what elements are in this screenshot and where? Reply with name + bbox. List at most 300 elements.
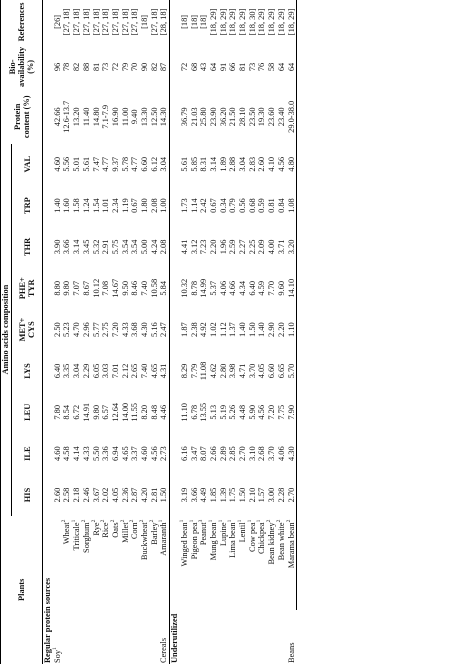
value-cell: 73 bbox=[247, 62, 257, 72]
section-label-underutilized: Underutilized bbox=[170, 0, 180, 664]
plant-name bbox=[190, 516, 200, 611]
plant-footnote-mark: 1 bbox=[227, 519, 234, 523]
value-cell: 2.90 bbox=[267, 322, 277, 337]
value-cell: [27, 18] bbox=[72, 8, 82, 36]
table-body bbox=[43, 0, 297, 664]
plant-name-text: Rye bbox=[91, 522, 101, 536]
value-cell: 4.92 bbox=[199, 322, 209, 337]
value-cell: 4.65 bbox=[120, 446, 130, 461]
value-cell: 3.37 bbox=[130, 446, 140, 461]
value-cell: 36.20 bbox=[218, 107, 228, 127]
value-cell: 0.34 bbox=[218, 198, 228, 213]
value-cell: 4.77 bbox=[130, 156, 140, 172]
table-row bbox=[199, 0, 209, 664]
value-cell: 42.66 bbox=[52, 107, 62, 127]
value-cell: 1.89 bbox=[218, 156, 228, 172]
value-cell: 7.75 bbox=[276, 404, 286, 420]
value-cell: 2.08 bbox=[159, 239, 169, 255]
plant-name bbox=[130, 516, 140, 611]
plant-name-text: Cow pea bbox=[247, 522, 257, 552]
value-cell: 14.30 bbox=[159, 107, 169, 127]
value-cell: 14.00 bbox=[120, 402, 130, 422]
table-row bbox=[72, 0, 82, 664]
value-cell: 10.12 bbox=[91, 278, 101, 298]
value-cell: 4.62 bbox=[208, 363, 218, 379]
plant-name-text: Winged bean bbox=[179, 522, 189, 567]
value-cell: 6.94 bbox=[110, 446, 120, 461]
value-cell: 1.58 bbox=[72, 198, 82, 213]
value-cell: [27, 18] bbox=[62, 8, 72, 36]
value-cell: 1.40 bbox=[257, 322, 267, 337]
plant-name-text: Amaranth bbox=[159, 522, 169, 556]
value-cell: 4.65 bbox=[149, 363, 159, 379]
value-cell: 1.40 bbox=[238, 322, 248, 337]
plant-name bbox=[257, 516, 267, 611]
plant-name-text: Corn bbox=[130, 522, 140, 540]
value-cell: 0.56 bbox=[238, 198, 248, 213]
value-cell: 1.00 bbox=[159, 198, 169, 213]
value-cell: 1.85 bbox=[208, 487, 218, 503]
value-cell: 9.80 bbox=[62, 280, 72, 296]
value-cell: [18, 29] bbox=[267, 8, 277, 36]
value-cell: 4.31 bbox=[159, 363, 169, 379]
plant-footnote-mark: 2 bbox=[119, 519, 126, 523]
value-cell: 0.67 bbox=[130, 198, 140, 213]
table-row bbox=[121, 0, 131, 664]
value-cell: 5.50 bbox=[91, 446, 101, 461]
table-row bbox=[190, 0, 200, 664]
table-row bbox=[92, 0, 102, 664]
value-cell: 23.60 bbox=[267, 107, 277, 127]
value-cell: [18] bbox=[140, 14, 150, 29]
value-cell: 4.33 bbox=[81, 446, 91, 461]
value-cell: 87 bbox=[159, 62, 169, 72]
plant-footnote-mark: 2 bbox=[266, 519, 273, 523]
value-cell: 3.98 bbox=[228, 363, 238, 379]
value-cell: 4.06 bbox=[276, 446, 286, 461]
plant-footnote-mark: 2 bbox=[285, 519, 292, 523]
amino-acid-header: LYS bbox=[12, 350, 43, 391]
plant-footnote-mark: 1 bbox=[179, 519, 186, 523]
value-cell: 4.41 bbox=[179, 239, 189, 255]
value-cell: 2.09 bbox=[257, 239, 267, 255]
value-cell: 19.30 bbox=[257, 107, 267, 127]
value-cell: 2.10 bbox=[247, 487, 257, 503]
value-cell: 68 bbox=[189, 62, 199, 72]
value-cell: 82 bbox=[72, 62, 82, 72]
value-cell: 4.46 bbox=[159, 404, 169, 420]
value-cell: 2.46 bbox=[81, 487, 91, 503]
value-cell: 4.80 bbox=[287, 144, 297, 185]
value-cell: 9.80 bbox=[91, 404, 101, 420]
plant-name bbox=[62, 516, 72, 611]
value-cell: 4.14 bbox=[72, 446, 82, 461]
value-cell: 1.50 bbox=[159, 487, 169, 503]
value-cell: 4.60 bbox=[52, 156, 62, 172]
value-cell: [28, 18] bbox=[159, 8, 169, 36]
plant-name bbox=[111, 516, 121, 611]
plant-name-text: Buckwheat bbox=[140, 522, 150, 561]
value-cell: 2.25 bbox=[247, 239, 257, 255]
plant-name-text: Bean kidney bbox=[267, 522, 277, 565]
value-cell: 0.84 bbox=[276, 198, 286, 213]
value-cell: 0.67 bbox=[208, 198, 218, 213]
plant-footnote-mark: 1 bbox=[158, 519, 165, 523]
value-cell: 0.59 bbox=[257, 198, 267, 213]
value-cell: 5.19 bbox=[218, 404, 228, 420]
value-cell: 4.30 bbox=[140, 322, 150, 337]
value-cell: 6.60 bbox=[140, 156, 150, 172]
value-cell: 4.58 bbox=[62, 446, 72, 461]
plant-name-text: Barley bbox=[149, 522, 159, 545]
table-row bbox=[287, 0, 297, 664]
plant-name bbox=[238, 516, 248, 611]
plant-footnote-mark: 2 bbox=[148, 519, 155, 523]
plant-name bbox=[277, 516, 287, 611]
plant-footnote-mark: 2 bbox=[110, 519, 117, 523]
value-cell: 0.68 bbox=[247, 198, 257, 213]
plant-name-text: Lentil bbox=[238, 522, 248, 543]
plant-name bbox=[199, 516, 209, 611]
value-cell: [18, 29] bbox=[287, 0, 297, 44]
plant-name bbox=[72, 516, 82, 611]
table-row bbox=[140, 0, 150, 664]
value-cell: [18, 29] bbox=[238, 8, 248, 36]
value-cell: 7.80 bbox=[52, 404, 62, 420]
value-cell: 1.01 bbox=[101, 198, 111, 213]
value-cell: 8.46 bbox=[130, 280, 140, 296]
plant-footnote-mark: 2 bbox=[81, 519, 88, 523]
value-cell: 8.54 bbox=[62, 404, 72, 420]
plant-name-text: Wheat bbox=[62, 522, 72, 545]
plant-footnote-mark: 2 bbox=[61, 519, 68, 523]
plant-name-text: Millet bbox=[120, 522, 130, 543]
value-cell: [27, 18] bbox=[110, 8, 120, 36]
value-cell: 7.20 bbox=[110, 322, 120, 337]
value-cell: 14.91 bbox=[81, 402, 91, 422]
amino-acid-header: PHE+ TYR bbox=[12, 268, 43, 309]
value-cell: 11.08 bbox=[199, 361, 209, 381]
plant-footnote-mark: 2 bbox=[276, 519, 283, 523]
value-cell: 2.58 bbox=[62, 487, 72, 503]
value-cell: 8.80 bbox=[52, 280, 62, 296]
value-cell: 5.37 bbox=[208, 280, 218, 296]
value-cell: 2.89 bbox=[218, 446, 228, 461]
value-cell: 4.56 bbox=[149, 446, 159, 461]
plants-header: Plants bbox=[1, 516, 43, 664]
value-cell: 13.55 bbox=[199, 402, 209, 422]
value-cell: [18, 29] bbox=[218, 8, 228, 36]
table-row bbox=[130, 0, 140, 664]
plant-name-text: Lupine bbox=[218, 522, 228, 547]
soy-footnote-mark: 1 bbox=[51, 647, 58, 650]
value-cell: 5.84 bbox=[159, 280, 169, 296]
value-cell: 5.77 bbox=[91, 322, 101, 337]
plant-footnote-mark: 2 bbox=[139, 519, 146, 523]
value-cell: [18, 29] bbox=[276, 8, 286, 36]
value-cell: [27, 18] bbox=[91, 8, 101, 36]
value-cell: 3.68 bbox=[130, 322, 140, 337]
value-cell: 3.47 bbox=[189, 446, 199, 461]
plant-footnote-mark: 1 bbox=[217, 519, 224, 523]
table-row bbox=[150, 0, 160, 664]
value-cell: 3.45 bbox=[81, 239, 91, 255]
table-row bbox=[209, 0, 219, 664]
plant-name-text: Sorghum bbox=[81, 522, 91, 553]
value-cell: 1.24 bbox=[81, 198, 91, 213]
amino-acids-group-header: Amino acids composition bbox=[1, 144, 12, 516]
value-cell: 72 bbox=[110, 62, 120, 72]
value-cell: 7.90 bbox=[287, 392, 297, 433]
amino-acid-header: THR bbox=[12, 226, 43, 267]
value-cell: 88 bbox=[81, 62, 91, 72]
value-cell: 82 bbox=[149, 62, 159, 72]
value-cell: 12.64 bbox=[110, 402, 120, 422]
value-cell: 1.57 bbox=[257, 487, 267, 503]
value-cell: 3.00 bbox=[267, 487, 277, 503]
plant-footnote-mark: 2 bbox=[129, 519, 136, 523]
value-cell: 3.54 bbox=[120, 239, 130, 255]
protein-content-header: Protein content (%) bbox=[1, 90, 43, 144]
value-cell: [18] bbox=[189, 14, 199, 29]
plant-name-text: Rice bbox=[101, 522, 111, 538]
value-cell: 4.05 bbox=[257, 363, 267, 379]
section-row-regular bbox=[43, 0, 53, 664]
value-cell: 23.40 bbox=[276, 107, 286, 127]
value-cell: 8.78 bbox=[189, 280, 199, 296]
value-cell: 2.50 bbox=[52, 322, 62, 337]
value-cell: 72 bbox=[179, 62, 189, 72]
value-cell: 2.70 bbox=[238, 446, 248, 461]
value-cell: 11.40 bbox=[81, 107, 91, 127]
value-cell: 1.37 bbox=[228, 322, 238, 337]
group-label-beans: Beans bbox=[287, 642, 297, 663]
plant-name bbox=[150, 516, 160, 611]
value-cell: 6.57 bbox=[101, 404, 111, 420]
value-cell: 7.79 bbox=[189, 363, 199, 379]
table-row bbox=[267, 0, 277, 664]
value-cell: 21.03 bbox=[189, 107, 199, 127]
value-cell: 2.83 bbox=[247, 156, 257, 172]
value-cell: 11.10 bbox=[179, 403, 189, 422]
plant-name bbox=[287, 516, 297, 611]
value-cell: [26] bbox=[52, 14, 62, 29]
value-cell: 1.02 bbox=[208, 322, 218, 337]
value-cell: 4.56 bbox=[257, 404, 267, 420]
value-cell: 5.56 bbox=[62, 156, 72, 172]
value-cell: 2.29 bbox=[81, 363, 91, 379]
value-cell: 2.34 bbox=[110, 198, 120, 213]
value-cell: 90 bbox=[140, 62, 150, 72]
value-cell: 7.01 bbox=[110, 363, 120, 379]
value-cell: 2.68 bbox=[257, 446, 267, 461]
value-cell: 3.14 bbox=[72, 239, 82, 255]
value-cell: 2.96 bbox=[81, 322, 91, 337]
value-cell: 2.70 bbox=[287, 474, 297, 515]
value-cell: 6.40 bbox=[52, 363, 62, 379]
value-cell: 4.20 bbox=[140, 487, 150, 503]
value-cell: 5.78 bbox=[120, 156, 130, 172]
value-cell: 3.66 bbox=[62, 239, 72, 255]
value-cell: 2.36 bbox=[120, 487, 130, 503]
value-cell: 36.79 bbox=[179, 107, 189, 127]
plant-footnote-mark: 3 bbox=[198, 519, 205, 523]
value-cell: 78 bbox=[62, 62, 72, 72]
group-label-cereals: Cereals bbox=[159, 637, 169, 663]
amino-acid-header: ILE bbox=[12, 433, 43, 474]
value-cell: 3.71 bbox=[276, 239, 286, 255]
references-header: References bbox=[1, 0, 43, 44]
value-cell: 14.10 bbox=[287, 268, 297, 309]
value-cell: [27, 18] bbox=[101, 8, 111, 36]
value-cell: 1.40 bbox=[52, 198, 62, 213]
value-cell: 5.85 bbox=[189, 156, 199, 172]
value-cell: 28.10 bbox=[238, 107, 248, 127]
value-cell: 2.73 bbox=[159, 446, 169, 461]
value-cell: 0.81 bbox=[267, 198, 277, 213]
plant-name bbox=[121, 516, 131, 611]
value-cell: 1.75 bbox=[228, 487, 238, 503]
plant-name bbox=[209, 516, 219, 611]
value-cell: 5.90 bbox=[247, 404, 257, 420]
value-cell: 5.61 bbox=[81, 156, 91, 172]
value-cell: 3.66 bbox=[189, 487, 199, 503]
value-cell: 4.66 bbox=[228, 280, 238, 296]
value-cell: 2.27 bbox=[238, 239, 248, 255]
value-cell: 2.38 bbox=[189, 322, 199, 337]
value-cell: 8.67 bbox=[81, 280, 91, 296]
value-cell: 1.14 bbox=[189, 198, 199, 213]
plant-name bbox=[219, 516, 229, 611]
value-cell: 6.65 bbox=[276, 363, 286, 379]
plant-name bbox=[92, 516, 102, 611]
plant-name-text: Lima bean bbox=[228, 522, 238, 558]
value-cell: 6.40 bbox=[247, 280, 257, 296]
value-cell: 3.20 bbox=[287, 226, 297, 267]
value-cell: 6.72 bbox=[72, 404, 82, 420]
value-cell: 64 bbox=[276, 62, 286, 72]
value-cell: 96 bbox=[52, 62, 62, 72]
soy-name bbox=[53, 516, 63, 664]
value-cell: 4.24 bbox=[149, 239, 159, 255]
table-row bbox=[82, 0, 92, 664]
plant-footnote-mark: 2 bbox=[100, 519, 107, 523]
value-cell: 2.18 bbox=[72, 487, 82, 503]
value-cell: 73 bbox=[101, 62, 111, 72]
value-cell: 7.1-7.9 bbox=[101, 104, 111, 129]
value-cell: 70 bbox=[130, 62, 140, 72]
value-cell: [18, 29] bbox=[257, 8, 267, 36]
plant-footnote-mark: 1 bbox=[188, 519, 195, 523]
value-cell: 10.58 bbox=[149, 278, 159, 298]
plant-name-text: Oats bbox=[110, 522, 120, 538]
value-cell: 3.14 bbox=[208, 156, 218, 172]
plant-name-text: Triticale bbox=[72, 522, 82, 551]
value-cell: 8.48 bbox=[149, 404, 159, 420]
value-cell: 1.87 bbox=[179, 322, 189, 337]
value-cell: 4.05 bbox=[110, 487, 120, 503]
value-cell: 23.90 bbox=[208, 107, 218, 127]
table-row bbox=[228, 0, 238, 664]
value-cell: 2.65 bbox=[130, 363, 140, 379]
value-cell: 29.0-38.0 bbox=[287, 90, 297, 144]
section-row-underutilized bbox=[170, 0, 180, 664]
value-cell: 2.02 bbox=[101, 487, 111, 503]
value-cell: 91 bbox=[218, 62, 228, 72]
value-cell: 6.05 bbox=[91, 363, 101, 379]
plant-name-text: Marama bean bbox=[286, 522, 296, 569]
value-cell: 11.55 bbox=[130, 403, 140, 422]
value-cell: 5.00 bbox=[140, 239, 150, 255]
value-cell: 4.49 bbox=[199, 487, 209, 503]
table-row bbox=[238, 0, 248, 664]
value-cell: 1.54 bbox=[91, 198, 101, 213]
value-cell: 3.04 bbox=[72, 363, 82, 379]
amino-acid-header: VAL bbox=[12, 144, 43, 185]
value-cell: 2.28 bbox=[276, 487, 286, 503]
value-cell: 3.36 bbox=[101, 446, 111, 461]
value-cell: 4.34 bbox=[238, 280, 248, 296]
value-cell: 2.80 bbox=[218, 363, 228, 379]
value-cell: [18, 29] bbox=[208, 8, 218, 36]
plant-name bbox=[140, 516, 150, 611]
value-cell: 1.10 bbox=[287, 309, 297, 350]
value-cell: 2.42 bbox=[199, 198, 209, 213]
value-cell: 2.81 bbox=[149, 487, 159, 503]
plant-name bbox=[248, 516, 258, 611]
value-cell: [18, 29] bbox=[228, 8, 238, 36]
bioavailability-header: Bio- availability (%) bbox=[1, 44, 43, 90]
amino-acid-header: TRP bbox=[12, 185, 43, 226]
value-cell: [27, 18] bbox=[81, 8, 91, 36]
value-cell: 1.60 bbox=[62, 198, 72, 213]
amino-acid-header: MET+ CYS bbox=[12, 309, 43, 350]
amino-acid-header: LEU bbox=[12, 392, 43, 433]
value-cell: 7.08 bbox=[101, 280, 111, 296]
value-cell: 1.96 bbox=[218, 239, 228, 255]
value-cell: 6.78 bbox=[189, 404, 199, 420]
amino-acid-header: HIS bbox=[12, 474, 43, 515]
plant-name bbox=[82, 516, 92, 611]
value-cell: 2.87 bbox=[130, 487, 140, 503]
value-cell: 6.60 bbox=[267, 363, 277, 379]
value-cell: 58 bbox=[267, 62, 277, 72]
value-cell: 4.56 bbox=[276, 156, 286, 172]
value-cell: 8.29 bbox=[179, 363, 189, 379]
value-cell: 5.75 bbox=[110, 239, 120, 255]
value-cell: 1.12 bbox=[218, 322, 228, 337]
value-cell: 5.70 bbox=[287, 350, 297, 391]
value-cell: 5.13 bbox=[208, 404, 218, 420]
value-cell: 3.04 bbox=[238, 156, 248, 172]
value-cell: 5.01 bbox=[72, 156, 82, 172]
table-row bbox=[257, 0, 267, 664]
value-cell: 6.16 bbox=[179, 446, 189, 461]
value-cell: 0.79 bbox=[228, 198, 238, 213]
value-cell: 6.12 bbox=[149, 156, 159, 172]
value-cell: 4.33 bbox=[120, 322, 130, 337]
plant-name bbox=[180, 516, 190, 611]
plant-name-text: Pigeon pea bbox=[189, 522, 199, 560]
value-cell: 3.67 bbox=[91, 487, 101, 503]
value-cell: [18] bbox=[179, 14, 189, 29]
value-cell: 4.48 bbox=[238, 404, 248, 420]
value-cell: 1.50 bbox=[238, 487, 248, 503]
value-cell: 5.23 bbox=[62, 322, 72, 337]
value-cell: 7.07 bbox=[72, 280, 82, 296]
value-cell: 21.50 bbox=[228, 107, 238, 127]
value-cell: 9.50 bbox=[120, 280, 130, 296]
